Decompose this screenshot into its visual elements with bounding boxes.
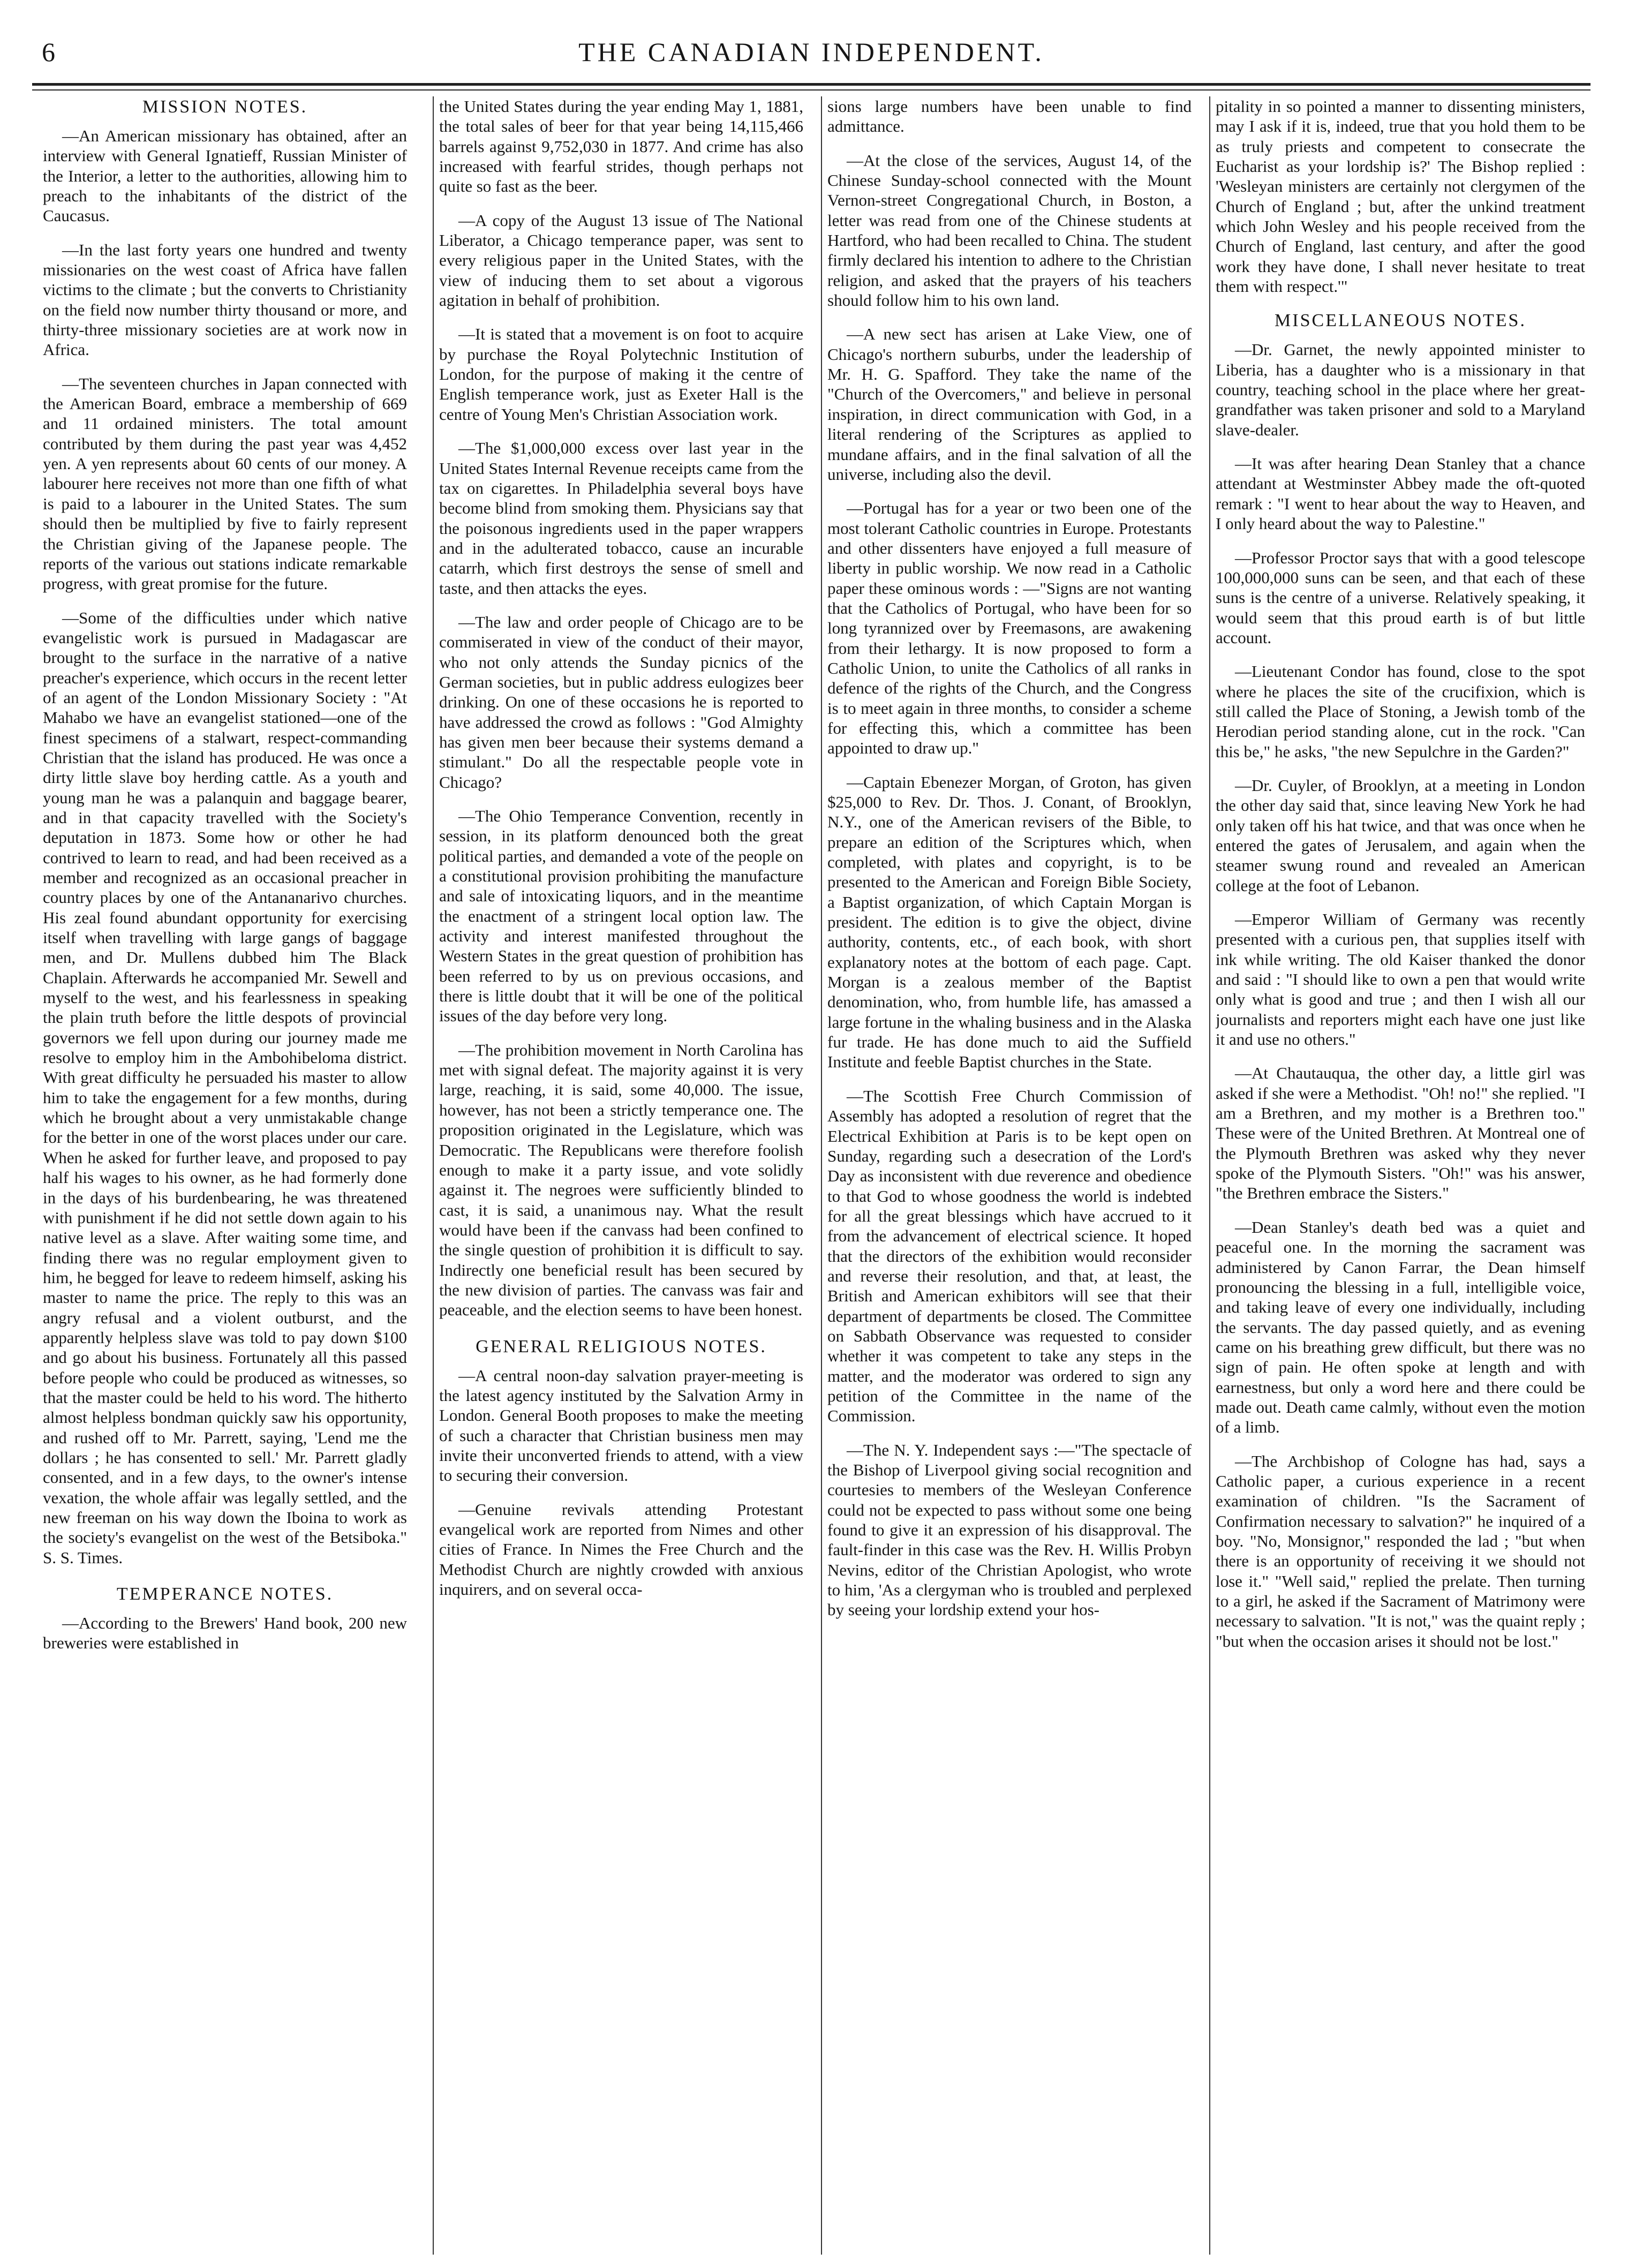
page-number: 6 (42, 37, 55, 67)
section-heading-miscellaneous-notes: MISCELLANEOUS NOTES. (1275, 311, 1526, 331)
section-heading-mission-notes: MISSION NOTES. (142, 97, 308, 117)
article-paragraph: —Dr. Garnet, the newly appointed minister to Liberia, has a daughter who is a missionary in that country, teaching school in the place where her great-grandfather was taken prisoner and sold to a Maryland slave-dealer. (1216, 340, 1585, 439)
article-paragraph: —It is stated that a movement is on foot to acquire by purchase the Royal Polytechnic Institution of London, for the purpose of making it the centre of English temperance work, just as Exeter Hall is the centre of Young Men's Christian Association work. (439, 325, 803, 424)
article-paragraph: —Portugal has for a year or two been one of the most tolerant Catholic countries in Europe. Protestants and other dissenters have enjoyed a full measure of liberty in public worship. We now read in a Catholic paper these ominous words : —"Signs are not wanting that the Catholics of Portugal, who have been for so long tyrannized over by Freemasons, are awakening from their lethargy. It is now proposed to form a Catholic Union, to unite the Catholics of all ranks in defence of the rights of the Church, and the Congress is to meet again in three months, to consider a scheme for effecting this, which a committee has been appointed to draw up." (827, 499, 1192, 758)
article-paragraph: —The prohibition movement in North Carolina has met with signal defeat. The majority against it is very large, reaching, it is said, some 40,000. The issue, however, has not been a strictly temperance one. The proposition originated in the Legislature, which was Democratic. The Republicans were therefore foolish enough to make it a party issue, and vote solidly against it. The negroes were sufficiently blinded to cast, it is said, a unanimous nay. What the result would have been if the canvass had been confined to the single question of prohibition it is difficult to say. Indirectly one beneficial result has been secured by the new division of parties. The canvass was fair and peaceable, and the election seems to have been honest. (439, 1040, 803, 1320)
article-paragraph: —The $1,000,000 excess over last year in the United States Internal Revenue receipts came from the tax on cigarettes. In Philadelphia several boys have become blind from smoking them. Physicians say that the poisonous ingredients used in the paper wrappers and in the adulterated tobacco, cause an incurable catarrh, which first destroys the sense of smell and taste, and then attacks the eyes. (439, 439, 803, 598)
masthead-title: THE CANADIAN INDEPENDENT. (578, 37, 1044, 67)
article-paragraph: —A copy of the August 13 issue of The National Liberator, a Chicago temperance paper, was sent to every religious paper in the United States, with the view of inducing them to set about a vigorous agitation in behalf of prohibition. (439, 210, 803, 310)
article-paragraph: —Genuine revivals attending Protestant evangelical work are reported from Nimes and other cities of France. In Nimes the Free Church and the Methodist Church are nightly crowded with anxious inquirers, and on several occa- (439, 1500, 803, 1599)
article-paragraph: —Lieutenant Condor has found, close to the spot where he places the site of the crucifixion, which is still called the Place of Stoning, a Jewish tomb of the Herodian period standing alone, cut in the rock. "Can this be," he asks, "the new Sepulchre in the Garden?" (1216, 662, 1585, 761)
article-paragraph: —According to the Brewers' Hand book, 200 new breweries were established in (43, 1614, 407, 1653)
column-4 (1216, 96, 1585, 2255)
column-3 (827, 96, 1192, 2255)
column-2 (439, 96, 803, 2255)
article-paragraph-continued: sions large numbers have been unable to find admittance. (827, 97, 1192, 136)
article-paragraph: —A central noon-day salvation prayer-meeting is the latest agency instituted by the Salvation Army in London. General Booth proposes to make the meeting of such a character that Christian business men may invite their unconverted friends to attend, with a view to securing their conversion. (439, 1366, 803, 1485)
page-header (32, 15, 1591, 74)
article-paragraph: —The Scottish Free Church Commission of Assembly has adopted a resolution of regret that the Electrical Exhibition at Paris is to be kept open on Sunday, regarding such a desecration of the Lord's Day as inconsistent with due reverence and obedience to that God to whose goodness the world is indebted for all the great blessings which have accrued to it from the advancement of electrical science. It hoped that the directors of the exhibition would reconsider and reverse their resolution, and that, at least, the British and American exhibitors will see that their department of departments be closed. The Committee on Sabbath Observance was requested to consider whether it was competent to take any steps in the matter, and the moderator was ordered to sign any petition of the Committee in the name of the Commission. (827, 1086, 1192, 1426)
article-paragraph: —The Archbishop of Cologne has had, says a Catholic paper, a curious experience in a recent examination of children. "Is the Sacrament of Confirmation necessary to salvation?" he inquired of a boy. "No, Monsignor," responded the lad ; "but when there is an opportunity of receiving it we should not lose it." "Well said," replied the prelate. Then turning to a girl, he asked if the Sacrament of Matrimony were necessary to salvation. "It is not," was the quaint reply ; "but when the occasion arises it should not be lost." (1216, 1451, 1585, 1651)
section-heading-temperance-notes: TEMPERANCE NOTES. (116, 1584, 334, 1604)
article-paragraph: —The Ohio Temperance Convention, recently in session, in its platform denounced both the great political parties, and demanded a vote of the people on a constitutional provision prohibiting the manufacture and sale of intoxicating liquors, and in the meantime the enactment of a stringent local option law. The activity and interest manifested throughout the Western States in the great question of prohibition has been referred to by us on previous occasions, and there is little doubt that it will be one of the political issues of the day before very long. (439, 807, 803, 1026)
article-paragraph: —The law and order people of Chicago are to be commiserated in view of the conduct of their mayor, who not only attends the Sunday picnics of the German societies, but in public address eulogizes beer drinking. On one of these occasions he is reported to have addressed the crowd as follows : "God Almighty has given men beer because their systems demand a stimulant." Do all the respectable people vote in Chicago? (439, 612, 803, 792)
article-paragraph: —Professor Proctor says that with a good telescope 100,000,000 suns can be seen, and that each of these suns is the centre of a universe. Relatively speaking, it would seem that this proud earth is of but little account. (1216, 548, 1585, 647)
article-paragraph: —Captain Ebenezer Morgan, of Groton, has given $25,000 to Rev. Dr. Thos. J. Conant, of Brooklyn, N.Y., one of the American revisers of the Bible, to prepare an edition of the Scriptures which, when completed, with plates and copyright, is to be presented to the American and Foreign Bible Society, a Baptist organization, of which Captain Morgan is president. The edition is to give the object, divine authority, contents, etc., of each book, with short explanatory notes at the bottom of each page. Capt. Morgan is a zealous member of the Baptist denomination, who, from humble life, has amassed a large fortune in the whaling business and in the Alaska fur trade. He has done much to aid the Suffield Institute and feeble Baptist churches in the State. (827, 772, 1192, 1072)
column-1 (43, 96, 407, 2255)
column-rule (821, 96, 822, 2255)
article-paragraph-continued: the United States during the year ending May 1, 1881, the total sales of beer for that year being 14,115,466 barrels against 9,752,030 in 1877. And crime has also increased with fearful strides, though perhaps not quite so fast as the beer. (439, 97, 803, 196)
section-heading-general-religious-notes: GENERAL RELIGIOUS NOTES. (476, 1336, 767, 1357)
article-paragraph: —The seventeen churches in Japan connected with the American Board, embrace a membership of 669 and 11 ordained ministers. The total amount contributed by them during the past year was 4,452 yen. A yen represents about 60 cents of our money. A labourer here receives not more than one fifth of what is paid to a labourer in the United States. The sum should then be multiplied by five to fairly represent the Christian giving of the Japanese people. The reports of the various out stations indicate remarkable progress, with great promise for the future. (43, 374, 407, 593)
article-paragraph: —The N. Y. Independent says :—"The spectacle of the Bishop of Liverpool giving social recognition and courtesies to members of the Wesleyan Conference could not be expected to pass without some one being found to give it an expression of his disapproval. The fault-finder in this case was the Rev. H. Willis Probyn Nevins, editor of the Christian Apologist, who wrote to him, 'As a clergyman who is troubled and perplexed by seeing your lordship extend your hos- (827, 1440, 1192, 1619)
article-paragraph: —It was after hearing Dean Stanley that a chance attendant at Westminster Abbey made the oft-quoted remark : "I went to hear about the way to Heaven, and I only heard about the way to Palestine." (1216, 454, 1585, 533)
article-paragraph: —At Chautauqua, the other day, a little girl was asked if she were a Methodist. "Oh! no!" she replied. "I am a Brethren, and my mother is a Brethren too." These were of the United Brethren. At Montreal one of the Plymouth Brethren was asked why they never spoke of the Plymouth Sisters. "Oh!" was his answer, "the Brethren embrace the Sisters." (1216, 1064, 1585, 1203)
article-paragraph: —An American missionary has obtained, after an interview with General Ignatieff, Russian Minister of the Interior, a letter to the authorities, allowing him to preach to the inhabitants of the district of the Caucasus. (43, 126, 407, 225)
header-rule-thick (32, 83, 1591, 86)
column-rule (1209, 96, 1210, 2255)
article-paragraph: —Emperor William of Germany was recently presented with a curious pen, that supplies itself with ink while writing. The old Kaiser thanked the donor and said : "I should like to own a pen that would write only what is good and true ; and then I wish all our journalists and reporters might each have one just like it and use no others." (1216, 910, 1585, 1049)
article-paragraph: —Dean Stanley's death bed was a quiet and peaceful one. In the morning the sacrament was administered by Canon Farrar, the Dean himself pronouncing the blessing in a full, intelligible voice, and taking leave of every one individually, including the servants. The day passed quietly, and as evening came on his breathing grew difficult, but there was no sign of pain. He often spoke at length and with earnestness, but only a word here and there could be made out. Death came calmly, without even the motion of a limb. (1216, 1217, 1585, 1437)
header-rule-thin (32, 89, 1591, 91)
article-paragraph-continued: pitality in so pointed a manner to dissenting ministers, may I ask if it is, indeed, true that you hold them to be as truly priests and competent to consecrate the Eucharist as your lordship is?' The Bishop replied : 'Wesleyan ministers are certainly not clergymen of the Church of England ; but, after the unkind treatment which John Wesley and his people received from the Church of England, last century, and after the good work they have done, I shall never hesitate to treat them with respect.'" (1216, 97, 1585, 296)
article-paragraph: —In the last forty years one hundred and twenty missionaries on the west coast of Africa have fallen victims to the climate ; but the converts to Christianity on the field now number thirty thousand or more, and thirty-three missionary societies are at work now in Africa. (43, 240, 407, 359)
article-paragraph: —Dr. Cuyler, of Brooklyn, at a meeting in London the other day said that, since leaving New York he had only taken off his hat twice, and that was once when he entered the gates of Jerusalem, and again when the steamer swung round and revealed an American college at the foot of Lebanon. (1216, 775, 1585, 895)
column-rule (433, 96, 434, 2255)
article-paragraph: —A new sect has arisen at Lake View, one of Chicago's northern suburbs, under the leadership of Mr. H. G. Spafford. They take the name of the "Church of the Overcomers," and believe in personal inspiration, in direct communication with God, in a literal rendering of the Scriptures as applied to mundane affairs, and in the final salvation of all the universe, including also the devil. (827, 325, 1192, 484)
article-paragraph: —At the close of the services, August 14, of the Chinese Sunday-school connected with the Mount Vernon-street Congregational Church, in Boston, a letter was read from one of the Chinese students at Hartford, who had been recalled to China. The student firmly declared his intention to adhere to the Christian religion, and asked that the prayers of his teachers should follow him to his own land. (827, 150, 1192, 310)
article-paragraph: —Some of the difficulties under which native evangelistic work is pursued in Madagascar are brought to the surface in the narrative of a native preacher's experience, which occurs in the recent letter of an agent of the London Missionary Society : "At Mahabo we have an evangelist stationed—one of the finest specimens of a stalwart, respect-commanding Christian that the island has produced. He was once a dirty little slave boy herding cattle. As a youth and young man he was a palanquin and baggage bearer, and in that capacity travelled with the Society's deputation in 1873. Some how or other he had contrived to learn to read, and had been received as a member and recognized as an occasional preacher in country places by one of the Antananarivo churches. His zeal found abundant opportunity for exercising itself when travelling with large gangs of baggage men, and Dr. Mullens dubbed him The Black Chaplain. Afterwards he accompanied Mr. Sewell and myself to the west, and his fearlessness in speaking the plain truth before the little despots of provincial governors we fell upon during our journey made me resolve to employ him in the Ambohibeloma district. With great difficulty he persuaded his master to allow him to take the engagement for a few months, during which he brought about a very unmistakable change for the better in one of the worst places under our care. When he asked for further leave, and proposed to pay half his wages to his owner, as he had formerly done in the days of his burdenbearing, he was threatened with punishment if he did not settle down again to his native level as a slave. After waiting some time, and finding there was no regular employment given to him, he begged for leave to redeem himself, asking his master to name the price. The reply to this was an angry refusal and a violent outburst, and the apparently helpless slave was told to pay down $100 and go about his business. Fortunately all this passed before people who could be produced as witnesses, so that the master could be held to his word. The hitherto almost helpless bondman quickly saw his opportunity, and rushed off to Mr. Parrett, saying, 'Lend me the dollars ; he has consented to sell.' Mr. Parrett gladly consented, and in a few days, to the owner's intense vexation, the whole affair was legally settled, and the new freeman on his way down the Iboina to work as the society's evangelist on the west of the Betsiboka." S. S. Times. (43, 608, 407, 1567)
